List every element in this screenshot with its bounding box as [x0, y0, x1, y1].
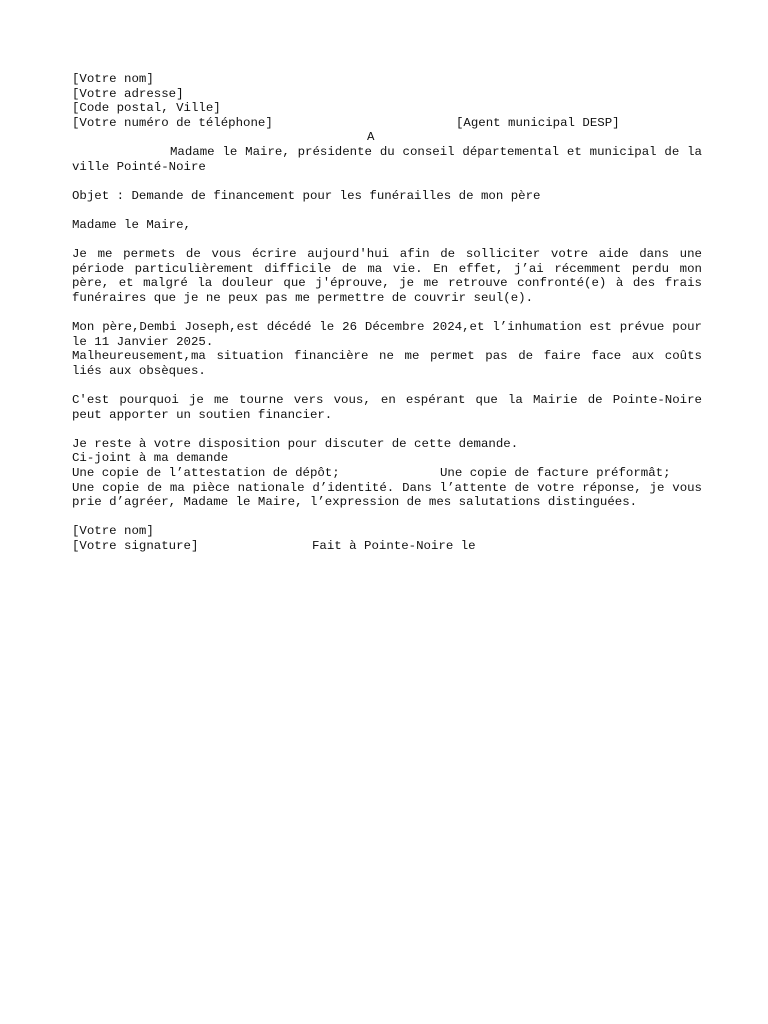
spacer: [72, 233, 702, 248]
sender-phone-row: [72, 116, 702, 131]
attachments-row: [72, 466, 702, 481]
paragraph-4: Je reste à votre disposition pour discuter de cette demande.: [72, 436, 519, 451]
paragraph-2b: Malheureusement,ma situation financière ne me permet pas de faire face aux coûts liés aux obsèques.: [72, 349, 702, 378]
paragraph-3: C'est pourquoi je me tourne vers vous, en espérant que la Mairie de Pointe-Noire peut apporter un soutien financier.: [72, 393, 702, 422]
spacer: [72, 174, 702, 189]
closing-paragraph: Une copie de ma pièce nationale d’identité. Dans l’attente de votre réponse, je vous prie d’agréer, Madame le Maire, l’expression de mes salutations distinguées.: [72, 480, 702, 510]
sender-address: [Votre adresse]: [72, 86, 184, 101]
letter-body: [72, 72, 702, 554]
sender-phone: [Votre numéro de téléphone]: [72, 115, 273, 130]
attachment-invoice: Une copie de facture préformât;: [440, 466, 671, 481]
salutation: Madame le Maire,: [72, 217, 191, 232]
sender-postal-city: [Code postal, Ville]: [72, 101, 221, 116]
signature-placeholder: [Votre signature]: [72, 539, 199, 553]
recipient-marker: A: [367, 130, 375, 145]
spacer: [72, 203, 702, 218]
agent-label: [Agent municipal DESP]: [456, 115, 620, 130]
attachments-intro: Ci-joint à ma demande: [72, 451, 229, 466]
spacer: [72, 306, 702, 321]
signature-row: [72, 539, 702, 554]
signature-place: Fait à Pointe-Noire le: [312, 539, 476, 553]
paragraph-1: Je me permets de vous écrire aujourd'hui afin de solliciter votre aide dans une période particulièrement difficile de ma vie. En effet, j’ai récemment perdu mon père, et malgré la douleur que j'éprouve, je me retrouve confronté(e) à des frais funéraires que je ne peux pas me permettre de couvrir seul(e).: [72, 247, 702, 305]
signature-name: [Votre nom]: [72, 524, 154, 539]
attachment-deposit: Une copie de l’attestation de dépôt;: [72, 466, 340, 481]
paragraph-2a: Mon père,Dembi Joseph,est décédé le 26 Décembre 2024,et l’inhumation est prévue pour le 11 Janvier 2025.: [72, 320, 702, 349]
subject-line: Objet : Demande de financement pour les funérailles de mon père: [72, 188, 541, 203]
sender-name: [Votre nom]: [72, 72, 154, 86]
spacer: [72, 422, 702, 437]
spacer: [72, 510, 702, 525]
spacer: [72, 378, 702, 393]
recipient-line: Madame le Maire, présidente du conseil départemental et municipal de la ville Pointé-Noire: [72, 144, 702, 174]
